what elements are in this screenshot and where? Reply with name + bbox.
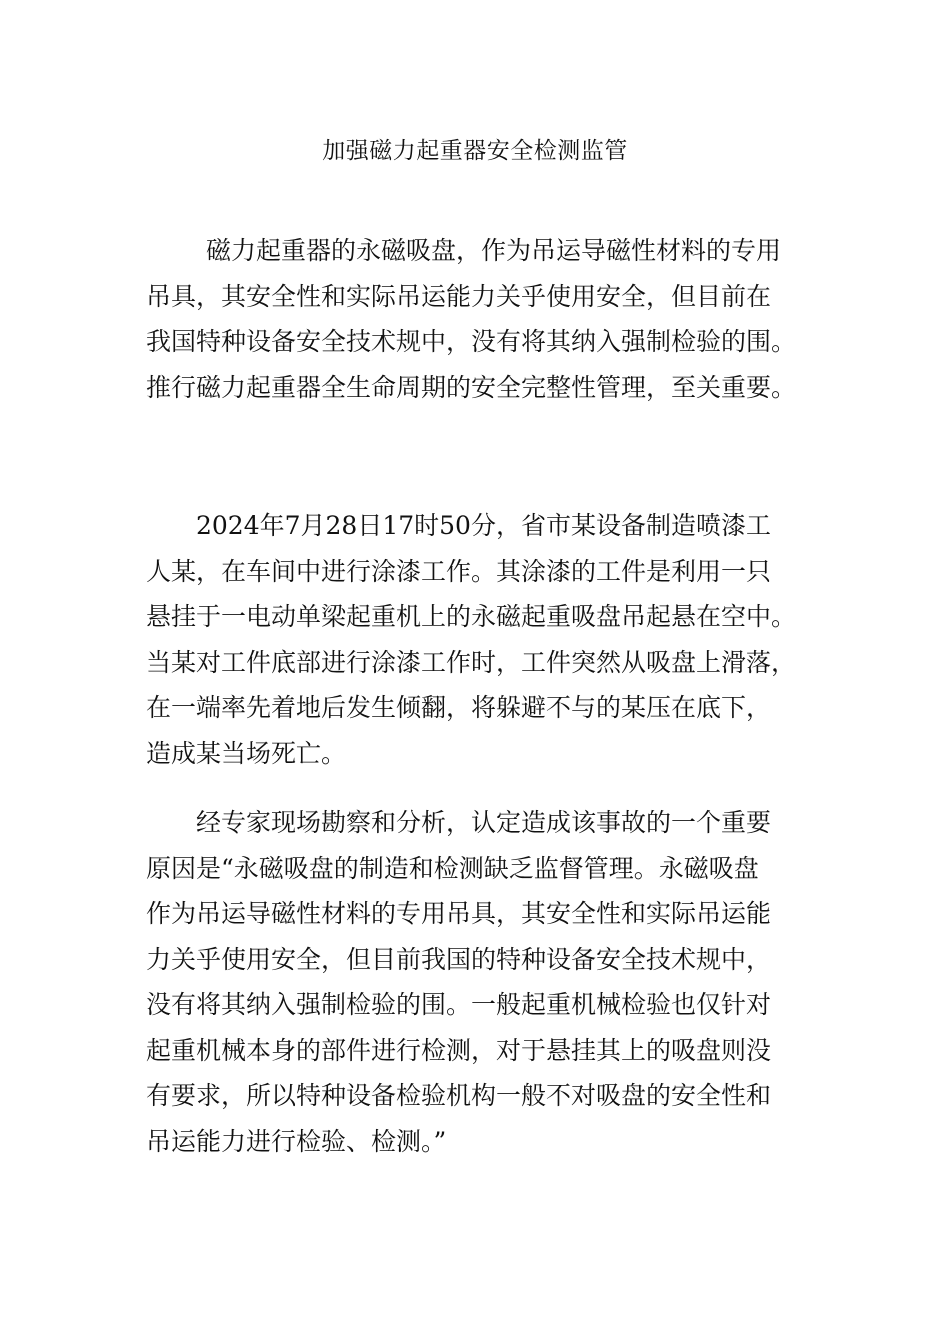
paragraph-line: 有要求，所以特种设备检验机构一般不对吸盘的安全性和: [146, 1081, 772, 1110]
paragraph-line: 起重机械本身的部件进行检测，对于悬挂其上的吸盘则没: [146, 1035, 772, 1065]
paragraph-intro: [146, 228, 826, 410]
paragraph-line: 我国特种设备安全技术规中，没有将其纳入强制检验的围。: [146, 327, 797, 356]
paragraph-line: 吊运能力进行检验、检测。”: [146, 1126, 447, 1156]
paragraph-line: 原因是“永磁吸盘的制造和检测缺乏监督管理。永磁吸盘: [146, 853, 759, 883]
paragraph-line: 推行磁力起重器全生命周期的安全完整性管理，至关重要。: [146, 372, 797, 402]
paragraph-line: 2024年7月28日17时50分，省市某设备制造喷漆工: [196, 511, 771, 540]
paragraph-line: 悬挂于一电动单梁起重机上的永磁起重吸盘吊起悬在空中。: [146, 602, 797, 631]
paragraph-line: 吊具，其安全性和实际吊运能力关乎使用安全，但目前在: [146, 281, 772, 311]
paragraph-incident: [146, 503, 826, 776]
paragraph-line: 没有将其纳入强制检验的围。一般起重机械检验也仅针对: [146, 990, 772, 1019]
paragraph-line: 作为吊运导磁性材料的专用吊具，其安全性和实际吊运能: [146, 899, 772, 928]
paragraph-analysis: [146, 800, 826, 1164]
paragraph-line: 当某对工件底部进行涂漆工作时，工件突然从吸盘上滑落，: [146, 647, 797, 677]
document-title: 加强磁力起重器安全检测监管: [322, 138, 628, 164]
paragraph-line: 经专家现场勘察和分析，认定造成该事故的一个重要: [196, 808, 772, 837]
paragraph-line: 在一端率先着地后发生倾翻，将躲避不与的某压在底下，: [146, 693, 772, 722]
paragraph-line: 磁力起重器的永磁吸盘，作为吊运导磁性材料的专用: [206, 236, 782, 265]
paragraph-line: 力关乎使用安全，但目前我国的特种设备安全技术规中，: [146, 944, 772, 974]
paragraph-line: 造成某当场死亡。: [146, 738, 347, 768]
paragraph-line: 人某，在车间中进行涂漆工作。其涂漆的工件是利用一只: [146, 556, 772, 586]
